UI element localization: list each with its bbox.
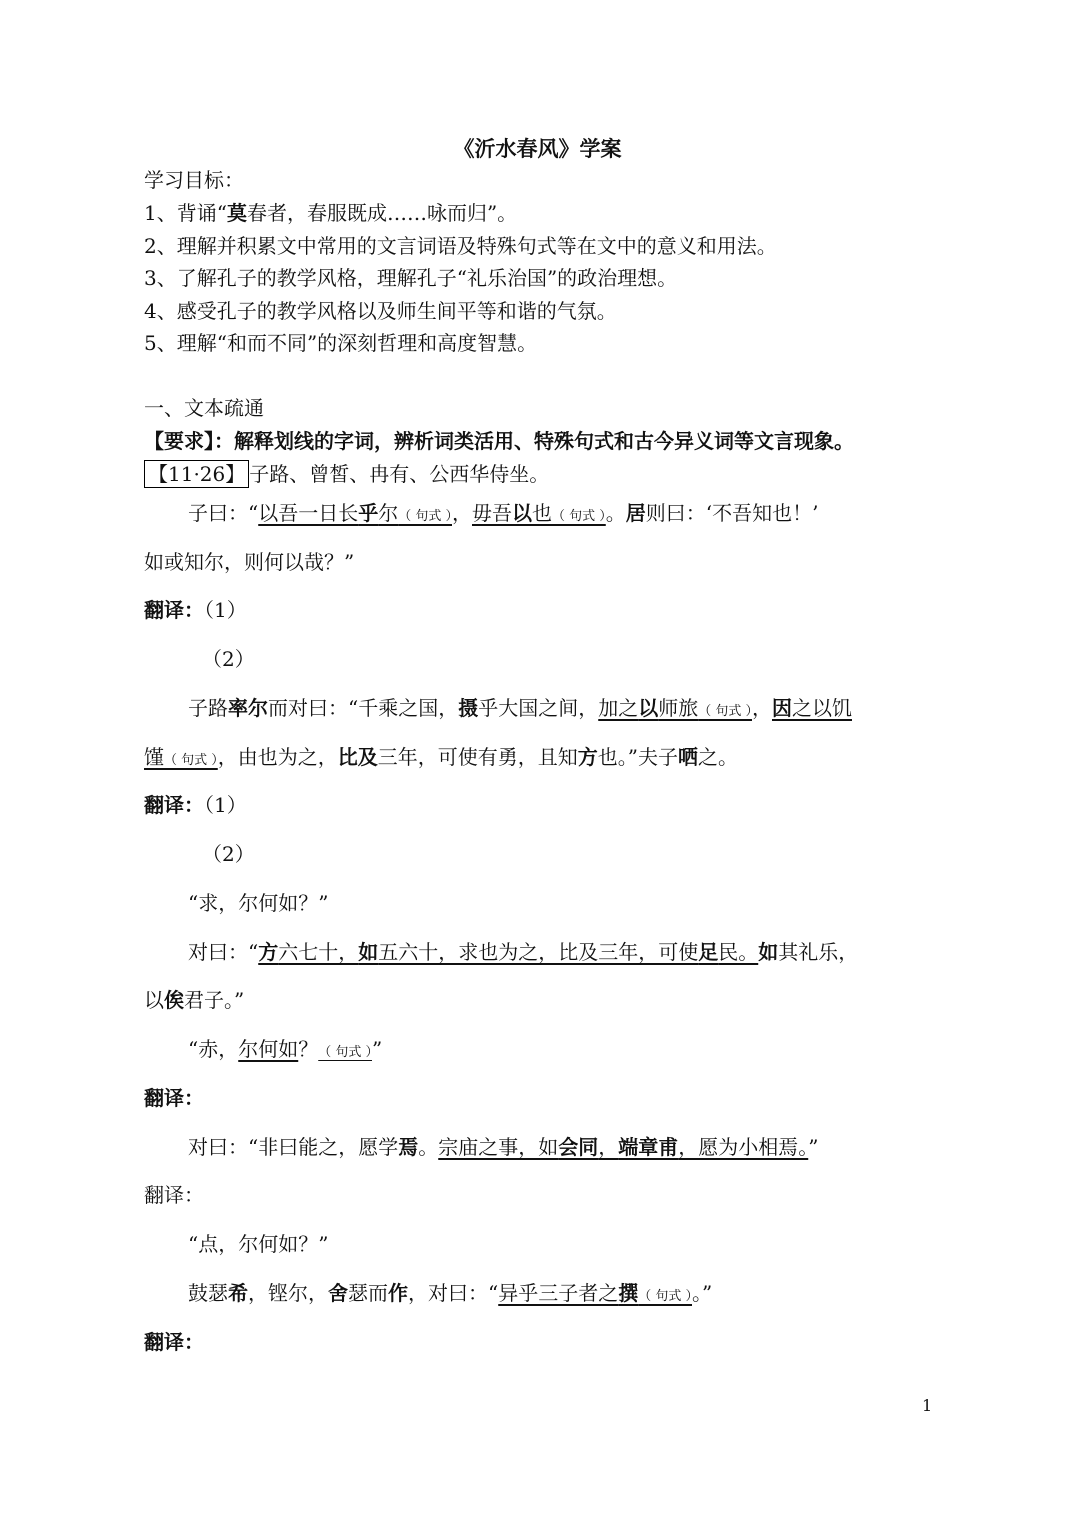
goal-5: 5、理解“和而不同”的深刻哲理和高度智慧。 (144, 331, 538, 355)
syntax-note: （ 句式 ） (318, 1045, 372, 1060)
syntax-note: （ 句式 ） (698, 704, 752, 719)
passage-2-line-2: 馑（ 句式 ），由也为之，比及三年，可使有勇，且知方也。”夫子哂之。 (144, 745, 738, 769)
question-qiu: “求，尔何如？” (188, 891, 329, 915)
translation-label: 翻译：（1） (144, 793, 247, 817)
question-chi: “赤，尔何如？（ 句式 ）” (188, 1037, 383, 1061)
section-heading: 一、文本疏通 (144, 396, 264, 420)
question-dian: “点，尔何如？” (188, 1232, 329, 1256)
syntax-note: （ 句式 ） (552, 509, 606, 524)
goals-heading: 学习目标： (144, 168, 244, 192)
requirement: 【要求】：解释划线的字词，辨析词类活用、特殊句式和古今异义词等文言现象。 (144, 429, 854, 453)
document-title: 《沂水春风》学案 (453, 136, 622, 161)
translation-item: （2） (202, 842, 255, 866)
syntax-note: （ 句式 ） (398, 509, 452, 524)
passage-4-line-2: 以俟君子。” (144, 988, 245, 1012)
goal-1: 1、背诵“莫春者，春服既成……咏而归”。 (144, 201, 518, 225)
translation-label: 翻译： (144, 1330, 204, 1354)
page-number: 1 (922, 1396, 933, 1415)
passage-1-line-2: 如或知尔，则何以哉？” (144, 550, 355, 574)
syntax-note: （ 句式 ） (638, 1289, 692, 1304)
translation-item: （2） (202, 647, 255, 671)
passage-2-line-1: 子路率尔而对曰：“千乘之国，摄乎大国之间，加之以师旅（ 句式 ），因之以饥 (188, 696, 852, 720)
translation-label: 翻译：（1） (144, 598, 247, 622)
translation-label: 翻译： (144, 1183, 204, 1207)
reference-tag: 【11·26】 (144, 460, 249, 488)
translation-label: 翻译： (144, 1086, 204, 1110)
syntax-note: （ 句式 ） (164, 753, 218, 768)
goal-3: 3、了解孔子的教学风格，理解孔子“礼乐治国”的政治理想。 (144, 266, 678, 290)
passage-6-line-1: 对曰：“非曰能之，愿学焉。宗庙之事，如会同，端章甫，愿为小相焉。” (188, 1135, 819, 1159)
passage-1-line-1: 子曰：“以吾一日长乎尔（ 句式 ），毋吾以也（ 句式 ）。居则曰：‘不吾知也！’ (188, 501, 819, 525)
goal-2: 2、理解并积累文中常用的文言词语及特殊句式等在文中的意义和用法。 (144, 234, 777, 258)
reference-line: 【11·26】 子路、曾皙、冉有、公西华侍坐。 (144, 461, 549, 487)
passage-8-line-1: 鼓瑟希，铿尔，舍瑟而作，对曰：“异乎三子者之撰（ 句式 ）。” (188, 1281, 713, 1305)
passage-4-line-1: 对曰：“方六七十，如五六十，求也为之，比及三年，可使足民。如其礼乐， (188, 940, 859, 964)
goal-4: 4、感受孔子的教学风格以及师生间平等和谐的气氛。 (144, 299, 617, 323)
